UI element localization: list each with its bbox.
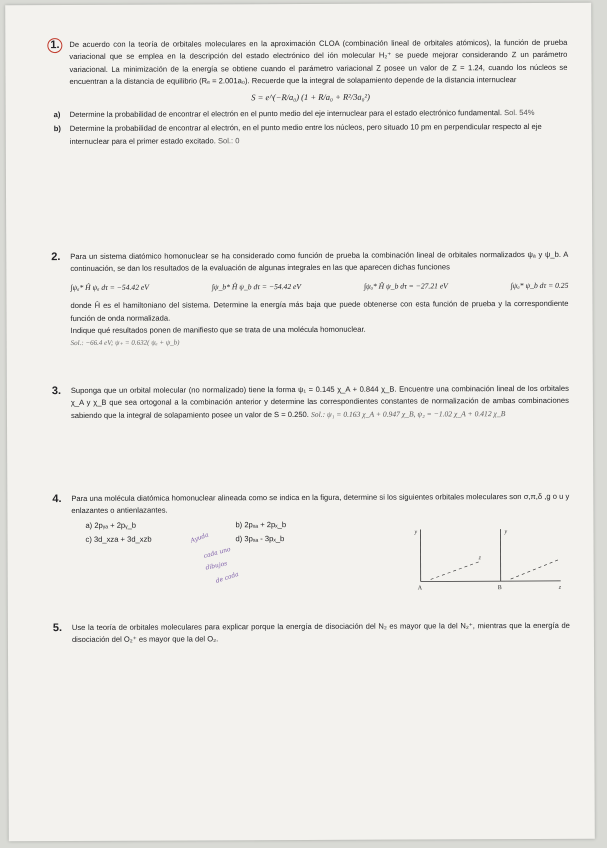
question-5 xyxy=(52,620,570,647)
overlap-formula: S = e^(−R/a₀) (1 + R/a₀ + R²/3a₀²) xyxy=(251,91,370,102)
question-1a xyxy=(54,107,568,122)
question-number: 3. xyxy=(51,385,62,398)
handwritten-note: de cada xyxy=(214,570,240,585)
solution: Sol.: −66.4 eV; ψ₊ = 0.632( ψₐ + ψ_b) xyxy=(70,338,180,348)
question-text: Para una molécula diatómica homonuclear alineada como se indica en la figura, determine si los siguientes orbitales moleculares son σ,π,δ ,g o u y enlazantes o antienlazantes. xyxy=(71,491,570,516)
handwritten-note: dibujos xyxy=(204,560,229,572)
integral: ∫ψₐ* Ĥ ψ_b dτ = −27.21 eV xyxy=(363,281,448,291)
question-3 xyxy=(51,383,569,422)
question-1b xyxy=(54,121,568,148)
handwritten-note: Ayuda xyxy=(189,531,210,545)
solution: Sol. 54% xyxy=(504,108,535,118)
question-text: Use la teoría de orbitales moleculares para explicar porque la energía de disociación del N₂ es mayor que la del N₂⁺, mientras que la energía de disociación del O₂⁺ es mayor que la del O₂. xyxy=(71,620,570,645)
nucleus-label: B xyxy=(497,585,502,592)
question-text: Para un sistema diatómico homonuclear se ha considerado como función de prueba la combinación lineal de orbitales normalizados ψₐ y ψ_b. A continuación, se dan los resultados de la evaluación de algunas integrales en las que aparecen dichas funciones xyxy=(70,249,569,274)
integrals-row xyxy=(54,280,568,295)
question-text: De acuerdo con la teoría de orbitales moleculares en la aproximación CLOA (combinación lineal de orbitales atómicos), la función de prueba variacional que se emplea en la descripción del estado electrónico del ión molecular H₂⁺ se puede mejorar considerando Z un parámetro variacional. La minimización de la energía se obtiene cuando el parámetro variacional Z posee un valor de Z = 1.24, cuando los núcleos se encuentran a la distancia de equilibrio (Rₑ = 2.001a₀). Recuerde que la integral de solapamiento depende de la distancia internuclear xyxy=(69,37,568,87)
sub-label: a) xyxy=(53,110,61,120)
question-number: 4. xyxy=(52,493,62,506)
option-a: a) 2pᵧₐ + 2pᵧ_b xyxy=(85,520,137,530)
integral: ∫ψ_b* Ĥ ψ_b dτ = −54.42 eV xyxy=(211,281,302,292)
question-text-continued: donde Ĥ es el hamiltoniano del sistema. Determine la energía más baja que puede obtenerse con esta función de prueba y la correspondiente función de onda normalizada. xyxy=(70,299,569,323)
sub-label: b) xyxy=(53,124,61,134)
question-1 xyxy=(50,37,568,148)
option-c: c) 3d_xza + 3d_xzb xyxy=(85,534,152,545)
axis-label: y xyxy=(414,529,418,536)
option-d: d) 3pₓₐ - 3pₓ_b xyxy=(235,534,285,544)
question-number: 2. xyxy=(51,251,61,264)
molecule-axis-figure xyxy=(400,521,570,597)
sub-text: Determine la probabilidad de encontrar el electrón en el punto medio del eje internuclear para el estado electrónico fundamental. xyxy=(69,108,502,120)
option-b: b) 2pₓₐ + 2pₓ_b xyxy=(235,519,287,530)
question-number: 1. xyxy=(50,39,60,52)
question-text: Suponga que un orbital molecular (no normalizado) tiene la forma ψ₁ = 0.145 χ_A + 0.844 χ_B. Encuentre una combinación lineal de los orbitales χ_A y χ_B que sea ortogonal a la combinación anterior y determine las correspondientes constantes de normalización de ambas combinaciones sabiendo que la integral de solapamiento posee un valor de S = 0.250. xyxy=(70,383,569,420)
sub-text: Determine la probabilidad de encontrar al electrón, en el punto medio entre los núcleos, pero situado 10 pm en perpendicular respecto al eje internuclear para el primer estado excitado. xyxy=(69,122,542,146)
handwritten-note: cada uno xyxy=(202,545,232,560)
question-text-continued: Indique qué resultados ponen de manifiesto que se trata de una molécula homonuclear. xyxy=(70,324,366,336)
question-2 xyxy=(51,249,569,350)
nucleus-label: A xyxy=(417,585,423,592)
question-number: 5. xyxy=(52,622,63,635)
solution: Sol.: 0 xyxy=(217,136,240,146)
question-4 xyxy=(52,491,570,592)
axis-label: z xyxy=(478,555,481,562)
integral: ∫ψₐ* ψ_b dτ = 0.25 xyxy=(510,280,569,290)
solution: Sol.: ψ₁ = 0.163 χ_A + 0.947 χ_B, ψ₂ = −1.02 χ_A + 0.412 χ_B xyxy=(310,408,506,419)
axis-label: z xyxy=(558,584,562,591)
axis-label: y xyxy=(504,529,508,536)
integral: ∫ψₐ* Ĥ ψₐ dτ = −54.42 eV xyxy=(70,282,149,292)
worksheet-page xyxy=(5,3,595,842)
